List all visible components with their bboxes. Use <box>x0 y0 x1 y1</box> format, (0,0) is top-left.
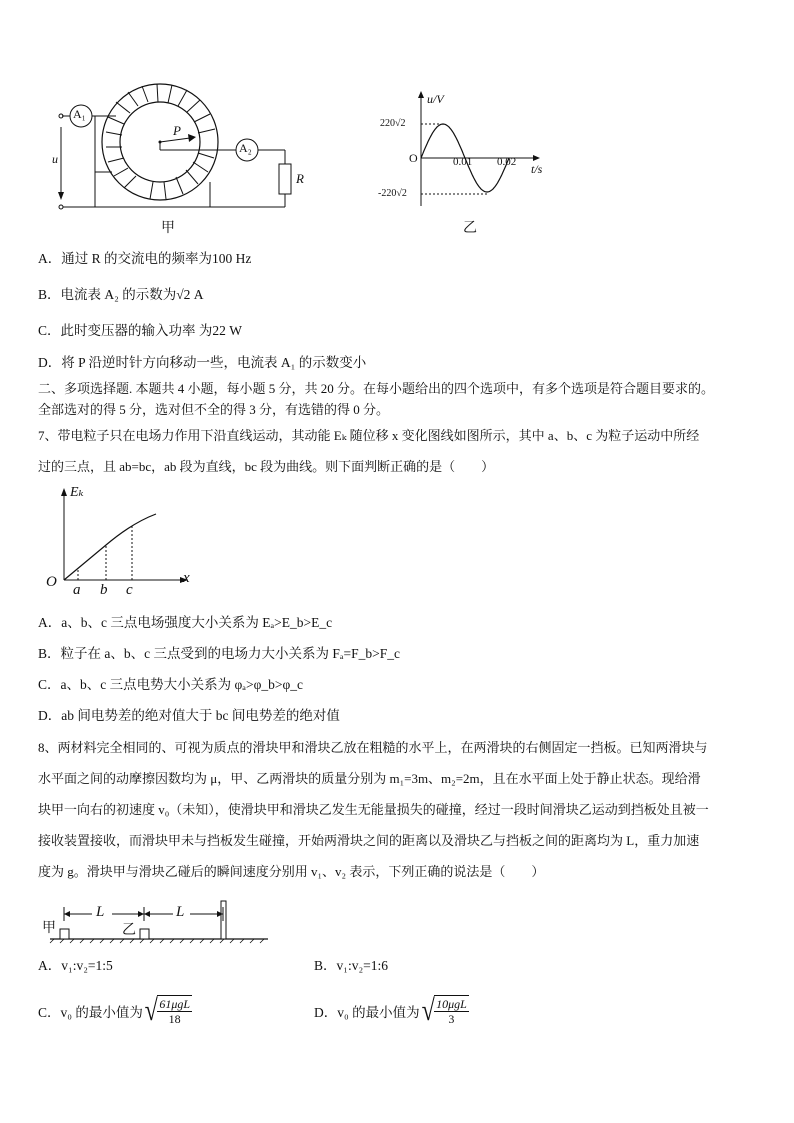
a2-meter-label: A₂ <box>239 141 252 155</box>
q8-line4: 接收装置接收，而滑块甲未与挡板发生碰撞，开始两滑块之间的距离以及滑块乙与挡板之间的距离均为 L，重力加速 <box>38 833 700 848</box>
voltage-u-label: u <box>52 152 58 166</box>
section2-line1: 二、多项选择题. 本题共 4 小题，每小题 5 分，共 20 分。在每小题给出的四个选项中，有多个选项是符合题目要求的。 <box>38 381 715 396</box>
q8-line2: 水平面之间的动摩擦因数均为 μ，甲、乙两滑块的质量分别为 m₁=3m、m₂=2m，且在水平面上处于静止状态。现给滑 <box>38 771 701 786</box>
distance-l1-label: L <box>96 904 105 920</box>
x-tick-label-2: 0.02 <box>497 156 517 168</box>
q6-option-c: C．此时变压器的输入功率 为22 W <box>38 323 242 338</box>
q7-option-c: C．a、b、c 三点电势大小关系为 φₐ>φ_b>φ_c <box>38 677 304 692</box>
q7-option-d: D．ab 间电势差的绝对值大于 bc 间电势差的绝对值 <box>38 708 340 723</box>
frac-numerator: 10μgL <box>436 997 467 1011</box>
frac-denominator: 3 <box>448 1012 455 1026</box>
origin-label: O <box>409 151 418 165</box>
point-a-label: a <box>73 582 81 598</box>
figure-yi-caption: 乙 <box>463 220 477 236</box>
q8-line5: 度为 g。滑块甲与滑块乙碰后的瞬间速度分别用 v₁、v₂ 表示，下列正确的说法是（ ） <box>38 864 545 879</box>
q8-option-a: A．v₁:v₂=1:5 <box>38 958 113 973</box>
x-tick-label-1: 0.01 <box>453 156 473 168</box>
point-b-label: b <box>100 582 108 598</box>
figure-jia-caption: 甲 <box>161 220 175 236</box>
q8-sliders-figure <box>40 895 280 945</box>
q8-line1: 8、两材料完全相同的、可视为质点的滑块甲和滑块乙放在粗糙的水平上，在两滑块的右侧固定一挡板。已知两滑块与 <box>38 740 708 755</box>
q6-option-b <box>38 286 758 304</box>
q6-option-b-prefix: B．电流表 A₂ 的示数为 <box>38 287 177 302</box>
sqrt-expression: √ $\frac{\text{61μgL}}{18}$ <box>144 993 191 1027</box>
q6-option-d: D．将 P 沿逆时针方向移动一些，电流表 A₁ 的示数变小 <box>38 355 367 370</box>
q7-option-a: A．a、b、c 三点电场强度大小关系为 Eₐ>E_b>E_c <box>38 615 333 630</box>
q6-option-b-value: √2 A <box>176 287 204 302</box>
resistor-r-label: R <box>296 171 304 186</box>
q8-option-d-prefix: D．v₀ 的最小值为 <box>314 1004 420 1020</box>
y-min-tick-label: -220√2 <box>378 188 407 199</box>
slider-yi-label: 乙 <box>122 922 136 938</box>
q8-option-c <box>38 995 192 1026</box>
slider-jia-label: 甲 <box>42 920 56 936</box>
distance-l2-label: L <box>176 904 185 920</box>
a1-meter-label: A₁ <box>73 107 86 121</box>
figure-yi <box>375 88 550 213</box>
slider-yi-block <box>140 929 149 939</box>
point-c-label: c <box>126 582 133 598</box>
x-axis-label-t: t/s <box>531 162 543 176</box>
q7-line2: 过的三点，且 ab=bc，ab 段为直线，bc 段为曲线。则下面判断正确的是（ ） <box>38 459 495 474</box>
q7-option-b: B．粒子在 a、b、c 三点受到的电场力大小关系为 Fₐ=F_b>F_c <box>38 646 401 661</box>
frac-denominator: 18 <box>168 1012 181 1026</box>
section2-line2: 全部选对的得 5 分，选对但不全的得 3 分，有选错的得 0 分。 <box>38 402 390 417</box>
y-axis-label-u: u/V <box>427 92 444 106</box>
q7-line1: 7、带电粒子只在电场力作用下沿直线运动，其动能 Eₖ 随位移 x 变化图线如图所示，其中 a、b、c 为粒子运动中所经 <box>38 428 700 443</box>
q8-line3: 块甲一向右的初速度 v₀（未知），使滑块甲和滑块乙发生无能量损失的碰撞，经过一段时间滑块乙运动到挡板处且被一 <box>38 802 709 817</box>
slider-jia-block <box>60 929 69 939</box>
q8-option-b: B．v₁:v₂=1:6 <box>314 958 389 973</box>
q8-option-d <box>314 995 469 1026</box>
origin-label: O <box>46 574 57 590</box>
frac-numerator: 61μgL <box>159 997 191 1011</box>
slider-p-label: P <box>173 123 181 138</box>
y-max-tick-label: 220√2 <box>380 118 406 129</box>
q7-ek-x-graph <box>40 482 200 600</box>
x-axis-label: x <box>183 570 190 586</box>
sqrt-expression: √ $\frac{\text{10μgL}}{3}$ <box>421 993 467 1027</box>
ek-axis-label: Eₖ <box>70 485 84 500</box>
q6-option-a: A．通过 R 的交流电的频率为100 Hz <box>38 251 252 266</box>
q8-option-c-prefix: C．v₀ 的最小值为 <box>38 1004 143 1020</box>
figure-jia <box>50 72 310 222</box>
transformer-circuit-diagram <box>50 72 310 222</box>
